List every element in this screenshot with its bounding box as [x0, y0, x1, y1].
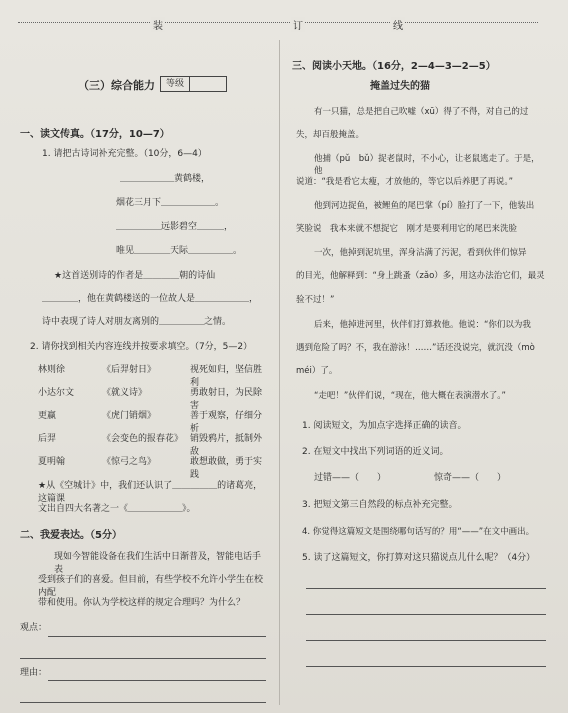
- match-person[interactable]: 小达尔文: [38, 388, 75, 398]
- match-row[interactable]: [38, 364, 268, 387]
- grade-box: [160, 76, 227, 92]
- question-1: 1. 阅读短文，为加点字选择正确的读音。: [302, 421, 467, 431]
- story-line: 验不过！”: [296, 295, 335, 305]
- match-row[interactable]: [38, 456, 268, 479]
- match-row[interactable]: [38, 433, 268, 456]
- q1-text-3[interactable]: 诗中表现了诗人对朋友离别的＿＿＿＿＿之情。: [42, 317, 232, 327]
- match-text[interactable]: 《会变色的报春花》: [102, 434, 184, 444]
- question-2: 2. 在短文中找出下列词语的近义词。: [302, 447, 449, 457]
- match-text[interactable]: 《惊弓之鸟》: [102, 457, 157, 467]
- poem-line-3[interactable]: ＿＿＿＿＿远影碧空＿＿＿，: [116, 222, 234, 232]
- story-line: 失，却百般掩盖。: [296, 130, 365, 140]
- answer-line[interactable]: [306, 666, 546, 667]
- q1-text-1[interactable]: ★这首送别诗的作者是＿＿＿＿朝的诗仙: [54, 271, 216, 281]
- question-3: 3. 把短文第三自然段的标点补充完整。: [302, 500, 458, 510]
- story-line: “走吧！”伙伴们说，“现在，他大概在表演潜水了。”: [314, 391, 506, 401]
- p2-text-2: 受到孩子们的喜爱。但目前，有些学校不允许小学生在校内配: [38, 575, 264, 599]
- p2-text-3: 带和使用。你认为学校这样的规定合理吗？为什么？: [38, 598, 246, 608]
- viewpoint-answer-line[interactable]: [48, 636, 266, 637]
- reason-label: 理由：: [20, 668, 48, 678]
- poem-line-4[interactable]: 唯见＿＿＿＿天际＿＿＿＿＿。: [116, 246, 243, 256]
- synonym-blank-1[interactable]: 过错——（ ）: [314, 473, 387, 483]
- match-person[interactable]: 夏明翰: [38, 457, 66, 467]
- match-text[interactable]: 《就义诗》: [102, 388, 148, 398]
- match-row[interactable]: [38, 410, 268, 433]
- part3-title: 三、阅读小天地。（16分，2—4—3—2—5）: [292, 61, 496, 72]
- q1-text-2[interactable]: ＿＿＿＿，他在黄鹤楼送的一位故人是＿＿＿＿＿＿，: [42, 294, 259, 304]
- poem-line-1[interactable]: ＿＿＿＿＿＿黄鹤楼，: [120, 174, 211, 184]
- match-person[interactable]: 林则徐: [38, 365, 66, 375]
- answer-line[interactable]: [306, 640, 546, 641]
- story-line: 遇到危险了吗？不，我在游泳！……”话还没说完，就沉没（mò: [296, 343, 535, 353]
- part2-title: 二、我爱表达。（5分）: [20, 530, 122, 541]
- matching-table: [38, 364, 268, 479]
- match-trait[interactable]: 勇敢射日，为民除害: [190, 388, 263, 412]
- q1-label: 1. 请把古诗词补充完整。（10分，6—4）: [42, 149, 207, 159]
- viewpoint-answer-line[interactable]: [20, 658, 266, 659]
- binding-char-zhuang: 装: [151, 17, 165, 32]
- story-line: 一次，他掉到泥坑里，浑身沾满了污泥，看到伙伴们惊异: [314, 248, 527, 258]
- question-5: 5. 读了这篇短文，你打算对这只猫说点儿什么呢？（4分）: [302, 553, 536, 563]
- match-person[interactable]: 更赢: [38, 411, 57, 421]
- match-text[interactable]: 《虎门销烟》: [102, 411, 157, 421]
- match-trait[interactable]: 敢想敢做，勇于实践: [190, 457, 263, 481]
- story-title: 掩盖过失的猫: [370, 81, 430, 92]
- q2-text-1[interactable]: ★从《空城计》中，我们还认识了＿＿＿＿＿的诸葛亮，这篇课: [38, 481, 263, 505]
- section-title: （三）综合能力: [78, 79, 155, 92]
- match-text[interactable]: 《后羿射日》: [102, 365, 157, 375]
- match-row[interactable]: [38, 387, 268, 410]
- story-line: 后来，他掉进河里，伙伴们打算救他。他说：“你们以为我: [314, 320, 531, 330]
- p2-text-1: 现如今智能设备在我们生活中日渐普及，智能电话手表: [54, 552, 262, 576]
- binding-line: [18, 17, 550, 32]
- binding-char-xian: 线: [391, 17, 405, 32]
- match-trait[interactable]: 视死如归，坚信胜利: [190, 365, 263, 389]
- answer-line[interactable]: [306, 588, 546, 589]
- grade-field[interactable]: [190, 76, 227, 92]
- part1-title: 一、读文传真。（17分，10—7）: [20, 129, 170, 140]
- synonym-blank-2[interactable]: 惊奇——（ ）: [434, 473, 507, 483]
- poem-line-2[interactable]: 烟花三月下＿＿＿＿＿＿。: [116, 198, 225, 208]
- story-line: méi）了。: [296, 366, 338, 376]
- story-line: 有一只猫，总是把自己吹嘘（xū）得了不得，对自己的过: [314, 107, 529, 117]
- match-trait[interactable]: 善于观察，仔细分析: [190, 411, 263, 435]
- question-4: 4. 你觉得这篇短文是围绕哪句话写的？用“——”在文中画出。: [302, 527, 535, 537]
- match-person[interactable]: 后羿: [38, 434, 57, 444]
- q2-label: 2. 请你找到相关内容连线并按要求填空。（7分，5—2）: [30, 342, 253, 352]
- reason-answer-line[interactable]: [20, 702, 266, 703]
- story-line: 笑脸说 我本来就不想捉它 刚才是要利用它的尾巴来洗脸: [296, 224, 518, 234]
- grade-label: 等级: [160, 76, 190, 92]
- viewpoint-label: 观点：: [20, 623, 48, 633]
- q2-text-2[interactable]: 文出自四大名著之一《＿＿＿＿＿＿》。: [38, 504, 196, 514]
- story-line: 说道：“我是看它太瘦，才放他的，等它以后养肥了再说。”: [296, 177, 514, 187]
- story-line: 他到河边捉鱼，被鲤鱼的尾巴掌（pí）脸打了一下，他装出: [314, 201, 535, 211]
- story-line: 他捕（pǔ bǔ）捉老鼠时，不小心，让老鼠逃走了。于是，他: [314, 154, 540, 177]
- dotted-line: [18, 22, 538, 23]
- answer-line[interactable]: [306, 614, 546, 615]
- column-divider: [279, 40, 280, 705]
- story-line: 的目光，他解释到：“身上跳蚤（zǎo）多，用这办法治它们，最灵: [296, 271, 545, 281]
- match-trait[interactable]: 销毁鸦片，抵制外敌: [190, 434, 263, 458]
- reason-answer-line[interactable]: [48, 680, 266, 681]
- binding-char-ding: 订: [291, 17, 305, 32]
